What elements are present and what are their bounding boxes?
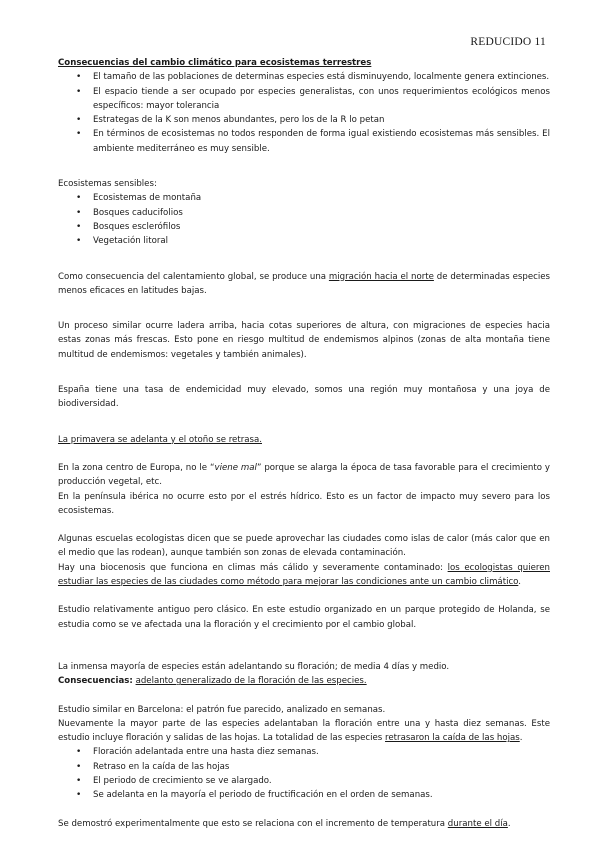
paragraph-altitude: Un proceso similar ocurre ladera arriba, hacia cotas superiores de altura, con migraciones de especies hacia estas zonas más frescas. Esto pone en riesgo multitud de endemismos alpinos (zonas de alta montaña tiene multitud de endemismos: vegetales y también animales). [58, 321, 550, 360]
list-item: • En términos de ecosistemas no todos responden de forma igual existiendo ecosistemas más sensibles. El ambiente mediterráneo es muy sensible. [58, 127, 550, 156]
list-item: • Retraso en la caída de las hojas [58, 760, 550, 774]
paragraph-central-europe [58, 461, 550, 490]
paragraph-leaves [58, 717, 550, 746]
list-item: • Bosques caducifolios [58, 206, 550, 220]
paragraph-migration [58, 270, 550, 299]
text-run: Se demostró experimentalmente que esto se relaciona con el incremento de temperatura [58, 818, 448, 829]
paragraph-consequences [58, 674, 550, 688]
list-item: • El espacio tiende a ser ocupado por especies generalistas, con unos requerimientos ecológicos menos específicos: mayor tolerancia [58, 85, 550, 114]
bold-label: Consecuencias: [58, 676, 133, 687]
paragraph-flowering: La inmensa mayoría de especies están adelantando su floración; de media 4 días y medio. [58, 661, 450, 672]
text-run: Nuevamente la mayor parte de las especies adelantaban la floración entre una y hasta diez semanas. Este estudio incluye floración y salidas de las hojas. La totalidad de las especies [58, 718, 550, 744]
underlined-text: durante el día [447, 818, 508, 829]
paragraph-holland: Estudio relativamente antiguo pero clásico. En este estudio organizado en un parque protegido de Holanda, se estudia como se ve afectada una la floración y el crecimiento por el cambio global. [58, 605, 550, 630]
list-item: • Vegetación litoral [58, 234, 550, 248]
section-title-sensitive: Ecosistemas sensibles: [58, 179, 157, 190]
underlined-text: los ecologistas quieren estudiar las especies de las ciudades como método para mejorar las condiciones ante un cambio climático [58, 562, 550, 588]
text-run: Hay una biocenosis que funciona en climas más cálido y severamente contaminado: [58, 562, 448, 573]
text-run: Como consecuencia del calentamiento global, se produce una [58, 271, 329, 282]
text-run: . [519, 733, 523, 744]
consequences-list [58, 70, 550, 156]
paragraph-spain: España tiene una tasa de endemicidad muy elevado, somos una región muy montañosa y una joya de biodiversidad. [58, 385, 550, 410]
underlined-text: retrasaron la caída de las hojas [385, 733, 520, 744]
list-item: • El periodo de crecimiento se ve alargado. [58, 774, 550, 788]
list-item: • Se adelanta en la mayoría el periodo de fructificación en el orden de semanas. [58, 788, 550, 802]
list-item: • Floración adelantada entre una hasta diez semanas. [58, 745, 550, 759]
paragraph-final [58, 817, 550, 831]
text-run: En la zona centro de Europa, no le “ [58, 462, 215, 473]
paragraph-barcelona: Estudio similar en Barcelona: el patrón fue parecido, analizado en semanas. [58, 704, 386, 715]
italic-text: viene mal [214, 462, 257, 473]
paragraph-biocenosis [58, 561, 550, 590]
underlined-text: adelanto generalizado de la floración de las especies. [135, 676, 367, 687]
text-run: . [518, 577, 522, 588]
text-run: . [507, 818, 511, 829]
list-item: • Ecosistemas de montaña [58, 191, 550, 205]
list-item: • Bosques esclerófilos [58, 220, 550, 234]
list-item: • Estrategas de la K son menos abundantes, pero los de la R lo petan [58, 113, 550, 127]
list-item: • El tamaño de las poblaciones de determinas especies está disminuyendo, localmente genera extinciones. [58, 70, 550, 84]
paragraph-iberia: En la península ibérica no ocurre esto por el estrés hídrico. Esto es un factor de impacto muy severo para los ecosistemas. [58, 491, 550, 516]
section-title-consequences: Consecuencias del cambio climático para ecosistemas terrestres [58, 58, 372, 68]
paragraph-cities: Algunas escuelas ecologistas dicen que se puede aprovechar las ciudades como islas de calor (más calor que en el medio que las rodean), aunque también son zonas de elevada contaminación. [58, 534, 550, 559]
barcelona-results-list [58, 745, 550, 802]
section-title-spring: La primavera se adelanta y el otoño se retrasa. [58, 434, 262, 445]
page-header: REDUCIDO 11 [470, 36, 546, 48]
text-run: de determinadas especies menos eficaces en latitudes bajas. [58, 271, 551, 296]
document-body [58, 56, 550, 831]
sensitive-ecosystems-list [58, 191, 550, 248]
underlined-text: migración hacia el norte [328, 271, 434, 282]
text-run: ” porque se alarga la época de tasa favorable para el crecimiento y producción vegetal, etc. [58, 462, 550, 488]
